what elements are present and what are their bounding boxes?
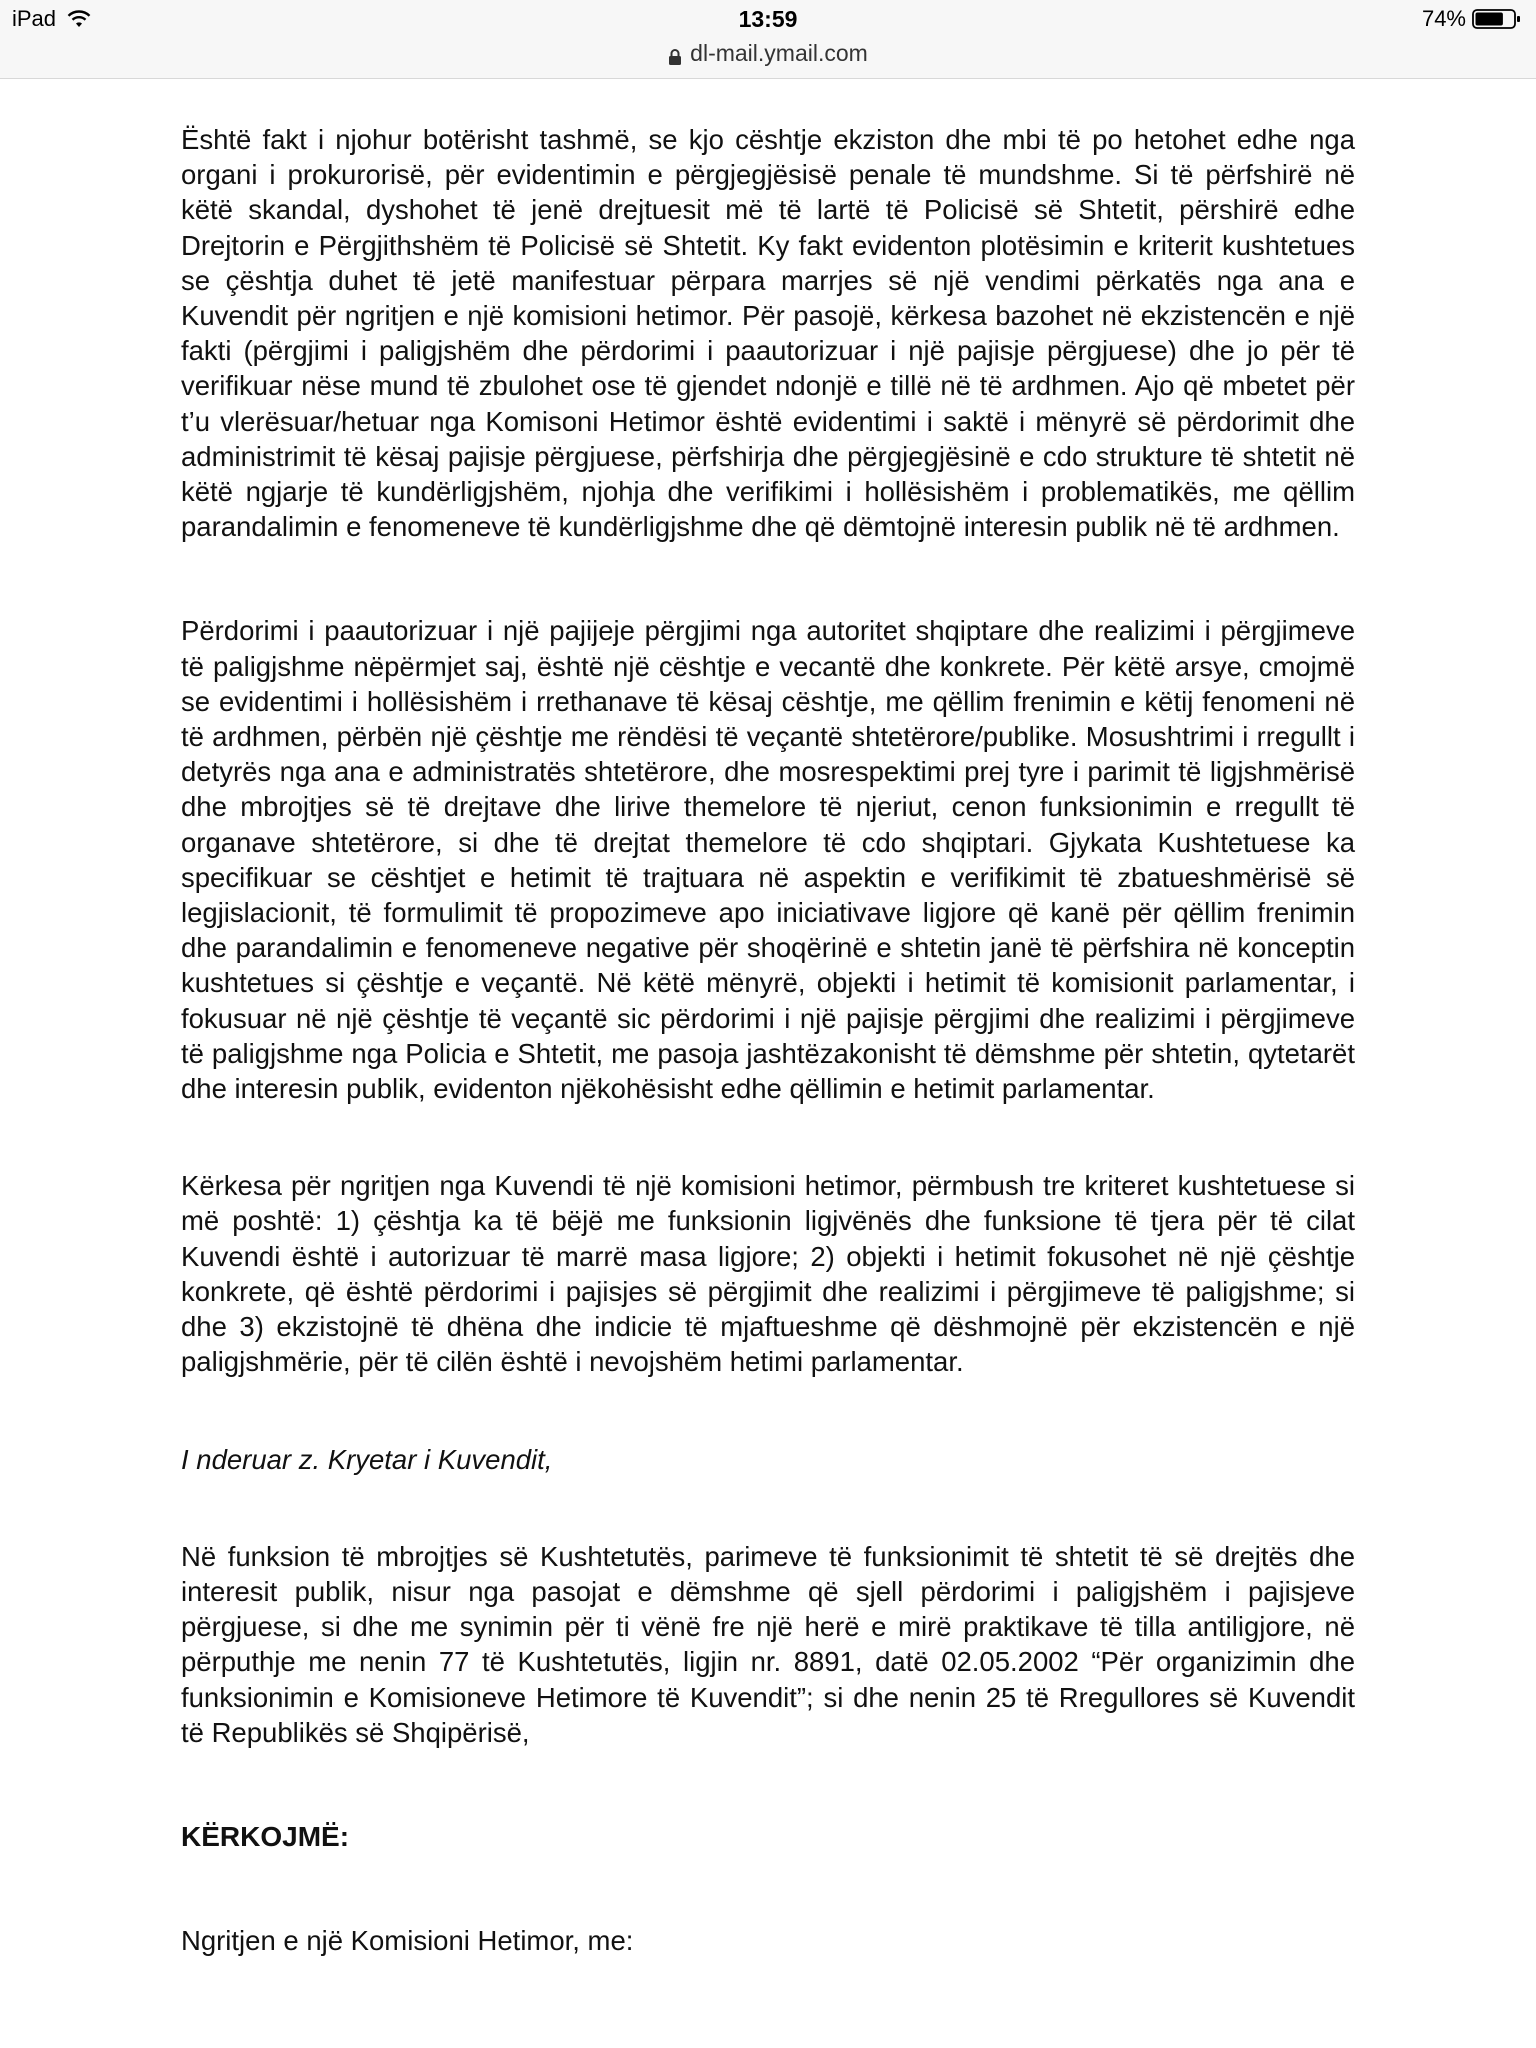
paragraph-4: Në funksion të mbrojtjes së Kushtetutës, parimeve të funksionimit të shtetit të së drejtës dhe interesit publik, nisur nga pasojat e dëmshme që sjell përdorimi i paligjshëm i pajisjeve përgjuese, si dhe me synimin për ti vënë fre një herë e mirë praktikave të tilla antiligjore, në përputhje me nenin 77 të Kushtetutës, ligjin nr. 8891, datë 02.05.2002 “Për organizimin dhe funksionimin e Komisioneve Hetimore të Kuvendit”; si dhe nenin 25 të Rregullores së Kuvendit të Republikës së Shqipërisë, [181,1540,1355,1748]
browser-top-bar [0,0,1536,79]
paragraph-spacer [181,1750,1355,1819]
paragraph-5: Ngritjen e një Komisioni Hetimor, me: [181,1925,634,1957]
paragraph-3: Kërkesa për ngritjen nga Kuvendi të një komisioni hetimor, përmbush tre kriteret kushtetuese si më poshtë: 1) çështja ka të bëjë me funksionin ligjvënës dhe funksione të tjera për të cilat Kuvendi është i autorizuar të marrë masa ligjore; 2) objekti i hetimit fokusohet në një çështje konkrete, që është përdorimi i pajisjes së përgjimit dhe realizimi i përgjimeve të paligjshme; si dhe 3) ekzistojnë të dhëna dhe indicie të mjaftueshme që dëshmojnë për ekzistencën e një paligjshmërie, për të cilën është i nevojshëm hetimi parlamentar. [181,1170,1355,1378]
status-time: 13:59 [738,6,798,32]
document-body [181,122,1355,1958]
paragraph-spacer [181,1106,1355,1168]
battery-icon [1472,8,1522,30]
paragraph-1: Është fakt i njohur botërisht tashmë, se kjo cështje ekziston dhe mbi të po hetohet edhe nga organi i prokurorisë, për evidentimin e përgjegjësisë penale të mundshme. Si të përfshirë në këtë skandal, dyshohet të jenë drejtuesit më të lartë të Policisë së Shtetit, përshirë edhe Drejtorin e Përgjithshëm të Policisë së Shtetit. Ky fakt evidenton plotësimin e kriterit kushtetues se çështja duhet të jetë manifestuar përpara marrjes së një vendimi përkatës nga ana e Kuvendit për ngritjen e një komisioni hetimor. Për pasojë, kërkesa bazohet në ekzistencën e një fakti (përgjimi i paligjshëm dhe përdorimi i paautorizuar i një pajisje përgjuese) dhe jo për të verifikuar nëse mund të zbulohet ose të gjendet ndonjë e tillë në të ardhmen. Ajo që mbetet për t’u vlerësuar/hetuar nga Komisoni Hetimor është evidentimi i saktë i mënyrë së përdorimit dhe administrimit të kësaj pajisje përgjuese, përfshirja dhe përgjegjësinë e cdo strukture të shtetit në këtë ngjarje të kundërligjshëm, njohja dhe verifikimi i hollësishëm i problematikës, me qëllim parandalimin e fenomeneve të kundërligjshme dhe që dëmtojnë interesin publik në të ardhmen. [181,124,1355,543]
paragraph-spacer [181,1380,1355,1442]
address-bar[interactable] [0,40,1536,67]
paragraph-2: Përdorimi i paautorizuar i një pajijeje përgjimi nga autoritet shqiptare dhe realizimi i përgjimeve të paligjshme nëpërmjet saj, është një cështje e vecantë dhe konkrete. Për këtë arsye, cmojmë se evidentimi i hollësishëm i rrethanave të kësaj cështje, me qëllim frenimin e këtij fenomeni në të ardhmen, përbën një çështje me rëndësi të veçantë shtetërore/publike. Mosushtrimi i rregullt i detyrës nga ana e administratës shtetërore, dhe mosrespektimi prej tyre i parimit të ligjshmërisë dhe mbrojtjes së të drejtave dhe lirive themelore të njeriut, cenon funksionimin e rregullt të organave shtetërore, si dhe të drejtat themelore të cdo shqiptari. Gjykata Kushtetuese ka specifikuar se cështjet e hetimit të trajtuara në aspektin e verifikimit të zbatueshmërisë së legjislacionit, të formulimit të propozimeve apo iniciativave ligjore që kanë për qëllim frenimin dhe parandalimin e fenomeneve negative për shoqërinë e shtetin janë të përfshira në konceptin kushtetues si çështje e veçantë. Në këtë mënyrë, objekti i hetimit të komisionit parlamentar, i fokusuar në një çështje të veçantë sic përdorimi i një pajisje përgjimi dhe realizimi i përgjimeve të paligjshme nga Policia e Shtetit, me pasoja jashtëzakonisht të dëmshme për shtetin, qytetarët dhe interesin publik, evidenton njëkohësisht edhe qëllimin e hetimit parlamentar. [181,615,1355,1105]
status-right [1422,6,1522,32]
battery-percent: 74% [1421,6,1466,31]
section-heading: KËRKOJMË: [181,1820,350,1852]
paragraph-spacer [181,1477,1355,1539]
device-label: iPad [12,6,57,31]
paragraph-spacer [181,1854,1355,1923]
lock-icon [668,45,682,63]
url-text[interactable]: dl-mail.ymail.com [690,40,868,66]
salutation: I nderuar z. Kryetar i Kuvendit, [181,1443,553,1475]
paragraph-spacer [181,544,1355,613]
